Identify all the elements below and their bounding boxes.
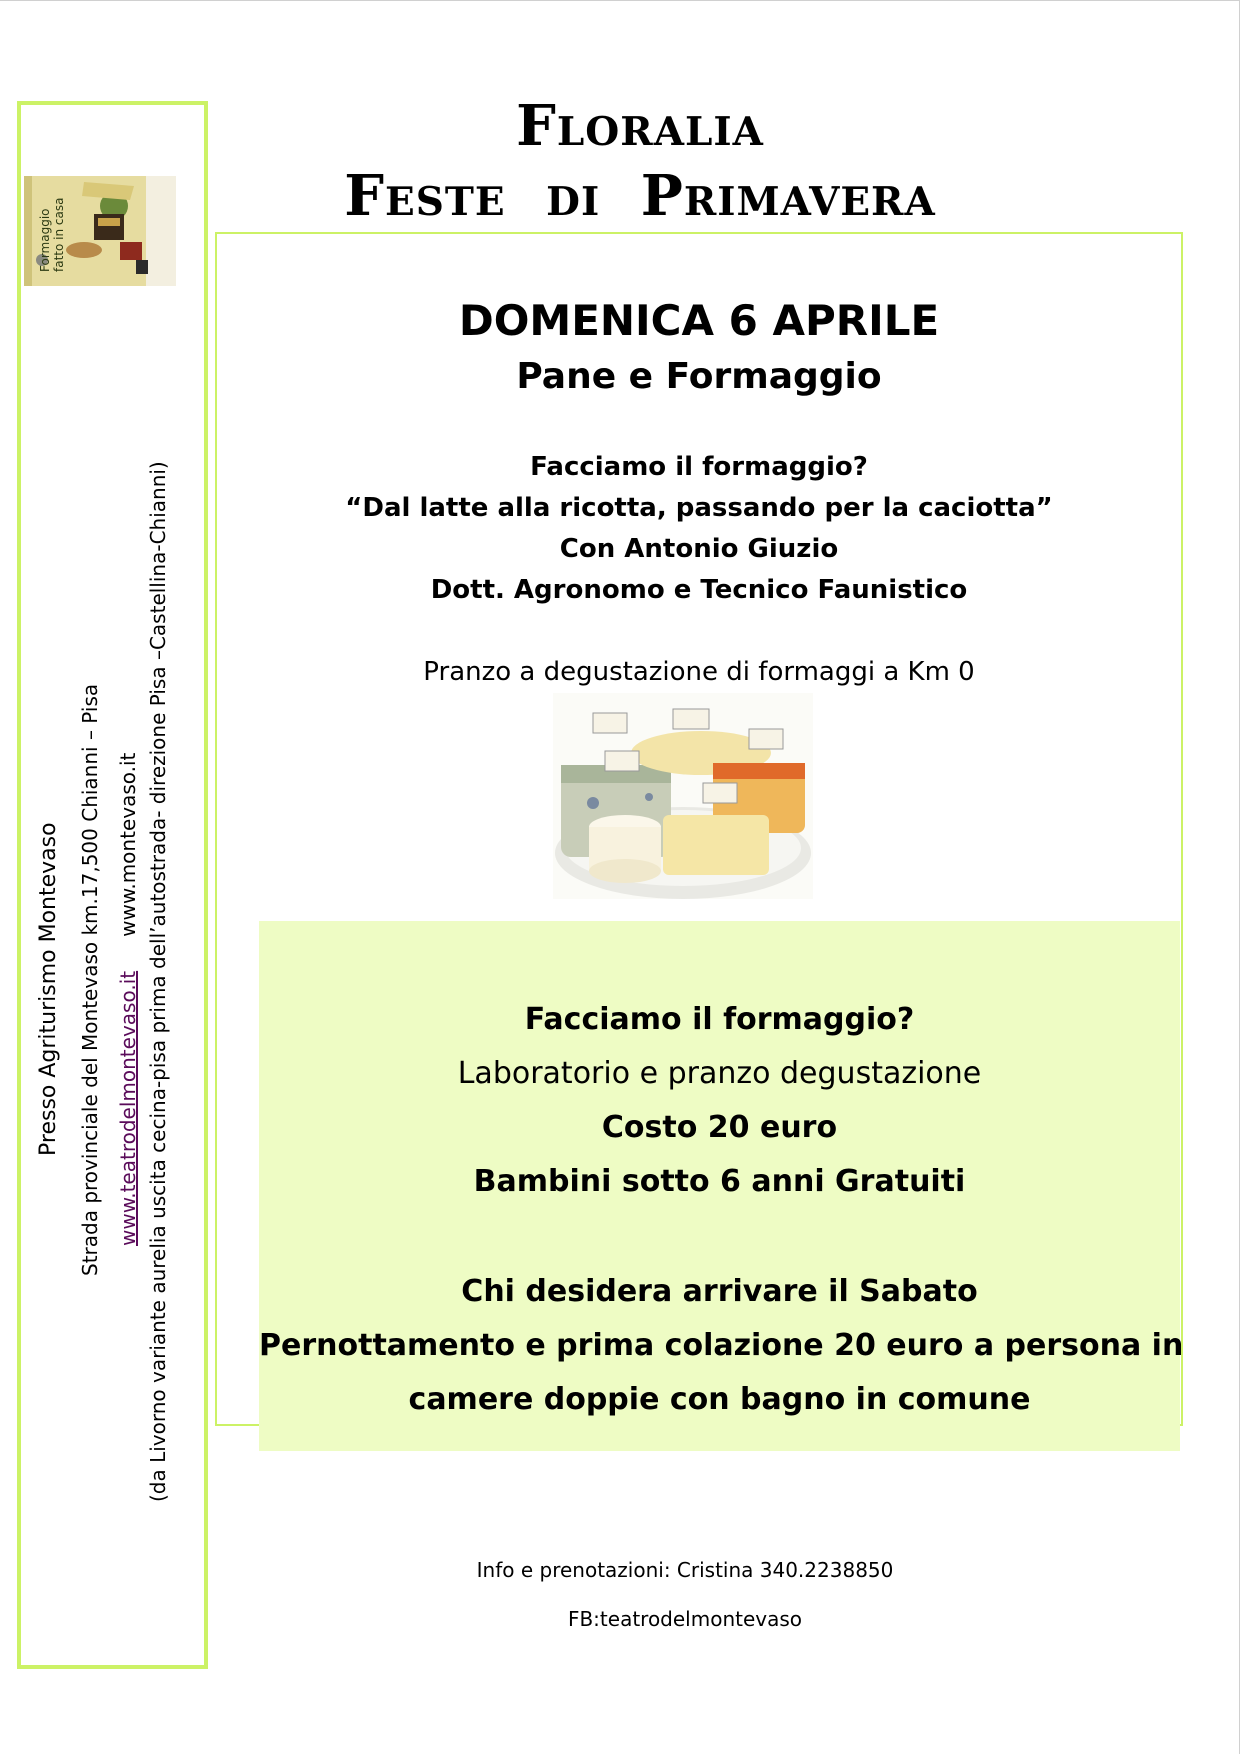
sidebar-links — [116, 753, 140, 1246]
event-line: Facciamo il formaggio? — [530, 452, 868, 482]
sidebar-venue: Presso Agriturismo Montevaso — [36, 822, 61, 1156]
montevaso-website-link[interactable]: www.montevaso.it — [116, 752, 140, 937]
event-line: Con Antonio Giuzio — [559, 534, 839, 564]
page-title-line-2: Feste di Primavera — [344, 163, 936, 229]
highlight-line: Laboratorio e pranzo degustazione — [457, 1056, 982, 1091]
cheese-photo — [553, 693, 813, 899]
page-title-line-1: Floralia — [516, 93, 764, 159]
highlight-line: Facciamo il formaggio? — [524, 1002, 915, 1037]
page-top-border — [0, 0, 1240, 1]
teatro-website-link[interactable]: www.teatrodelmontevaso.it — [116, 970, 140, 1246]
booking-info: Info e prenotazioni: Cristina 340.2238850 — [476, 1558, 894, 1582]
highlight-price: Costo 20 euro — [601, 1110, 838, 1145]
highlight-line: camere doppie con bagno in comune — [408, 1382, 1031, 1417]
event-date: DOMENICA 6 APRILE — [458, 296, 940, 345]
book-cover-image — [24, 176, 176, 286]
book-cover-title-2: fatto in casa — [52, 197, 66, 272]
highlight-line: Bambini sotto 6 anni Gratuiti — [473, 1164, 966, 1199]
sidebar-directions: (da Livorno variante aurelia uscita cecina-pisa prima dell’autostrada- direzione Pisa –Castellina-Chianni) — [146, 461, 170, 1502]
book-cover-title-1: Formaggio — [38, 208, 52, 272]
highlight-line: Chi desidera arrivare il Sabato — [461, 1274, 978, 1309]
highlight-line: Pernottamento e prima colazione 20 euro a persona in — [259, 1328, 1184, 1363]
cheese-illustration — [553, 693, 813, 899]
lunch-description: Pranzo a degustazione di formaggi a Km 0 — [423, 657, 975, 687]
event-line: “Dal latte alla ricotta, passando per la caciotta” — [345, 493, 1053, 523]
sidebar-address: Strada provinciale del Montevaso km.17,500 Chianni – Pisa — [78, 683, 102, 1276]
event-line: Dott. Agronomo e Tecnico Faunistico — [430, 575, 968, 605]
facebook-handle: FB:teatrodelmontevaso — [567, 1607, 803, 1631]
event-subtitle: Pane e Formaggio — [516, 356, 882, 397]
